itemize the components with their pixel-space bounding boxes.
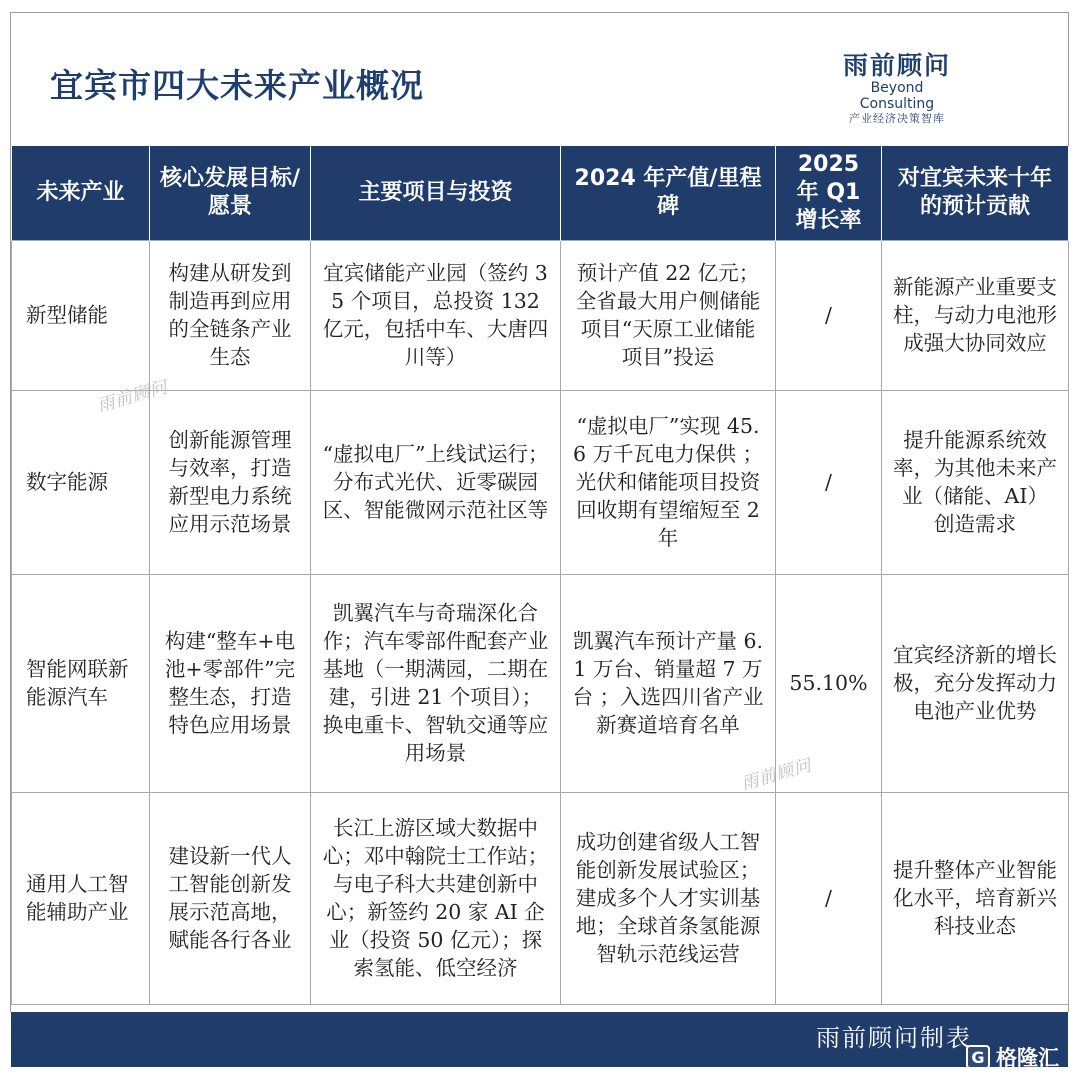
cell-output: 成功创建省级人工智能创新发展试验区；建成多个人才实训基地；全球首条氢能源智轨示范线运营: [561, 792, 776, 1004]
cell-industry: 新型储能: [12, 240, 150, 390]
watermark: 雨前顾问: [739, 755, 815, 795]
g-logo-icon: G: [966, 1045, 990, 1069]
table-row: [12, 240, 1069, 390]
header-goal: 核心发展目标/愿景: [150, 146, 311, 240]
cell-projects: “虚拟电厂”上线试运行；分布式光伏、近零碳园区、智能微网示范社区等: [311, 390, 561, 574]
cell-goal: 构建从研发到制造再到应用的全链条产业生态: [150, 240, 311, 390]
logo-chinese-name: 雨前顾问: [842, 51, 951, 80]
cell-projects: 长江上游区域大数据中心；邓中翰院士工作站；与电子科大共建创新中心；新签约 20 家 AI 企业（投资 50 亿元）；探索氢能、低空经济: [311, 792, 561, 1004]
cell-output: 预计产值 22 亿元；全省最大用户侧储能项目“天原工业储能项目”投运: [561, 240, 776, 390]
cell-projects: 凯翼汽车与奇瑞深化合作；汽车零部件配套产业基地（一期满园，二期在建，引进 21 个项目）；换电重卡、智轨交通等应用场景: [311, 574, 561, 792]
cell-contribution: 提升能源系统效率，为其他未来产业（储能、AI）创造需求: [882, 390, 1069, 574]
page-title: 宜宾市四大未来产业概况: [50, 66, 424, 105]
brand-logo: [832, 52, 962, 126]
cell-output: “虚拟电厂”实现 45.6 万千瓦电力保供 ；光伏和储能项目投资回收期有望缩短至 2 年: [561, 390, 776, 574]
header-contribution: 对宜宾未来十年的预计贡献: [882, 146, 1069, 240]
table-header-row: [12, 146, 1069, 240]
cell-growth: /: [776, 792, 882, 1004]
cell-contribution: 新能源产业重要支柱，与动力电池形成强大协同效应: [882, 240, 1069, 390]
cell-projects: 宜宾储能产业园（签约 35 个项目，总投资 132 亿元，包括中车、大唐四川等）: [311, 240, 561, 390]
industry-table: [11, 146, 1069, 1005]
header-projects: 主要项目与投资: [311, 146, 561, 240]
cell-goal: 创新能源管理与效率，打造新型电力系统应用示范场景: [150, 390, 311, 574]
cell-industry: 数字能源: [12, 390, 150, 574]
header-output-2024: 2024 年产值/里程碑: [561, 146, 776, 240]
watermark: 雨前顾问: [95, 377, 171, 417]
logo-tagline: 产业经济决策智库: [849, 112, 945, 125]
cell-contribution: 宜宾经济新的增长极，充分发挥动力电池产业优势: [882, 574, 1069, 792]
cell-industry: 通用人工智能辅助产业: [12, 792, 150, 1004]
cell-growth: 55.10%: [776, 574, 882, 792]
footer-credit: 雨前顾问制表: [816, 1024, 972, 1052]
cell-goal: 建设新一代人工智能创新发展示范高地，赋能各行各业: [150, 792, 311, 1004]
header-industry: 未来产业: [12, 146, 150, 240]
source-badge-label: 格隆汇: [996, 1046, 1059, 1070]
cell-contribution: 提升整体产业智能化水平，培育新兴科技业态: [882, 792, 1069, 1004]
cell-industry: 智能网联新能源汽车: [12, 574, 150, 792]
table-row: [12, 792, 1069, 1004]
source-badge: [966, 1042, 1059, 1072]
cell-growth: /: [776, 240, 882, 390]
cell-output: 凯翼汽车预计产量 6.1 万台、销量超 7 万台 ；入选四川省产业新赛道培育名单: [561, 574, 776, 792]
header-growth-q1-2025: 2025 年 Q1 增长率: [776, 146, 882, 240]
logo-english-name: Beyond Consulting: [859, 80, 935, 112]
table-row: [12, 574, 1069, 792]
table-row: [12, 390, 1069, 574]
cell-growth: /: [776, 390, 882, 574]
cell-goal: 构建“整车+电池+零部件”完整生态，打造特色应用场景: [150, 574, 311, 792]
